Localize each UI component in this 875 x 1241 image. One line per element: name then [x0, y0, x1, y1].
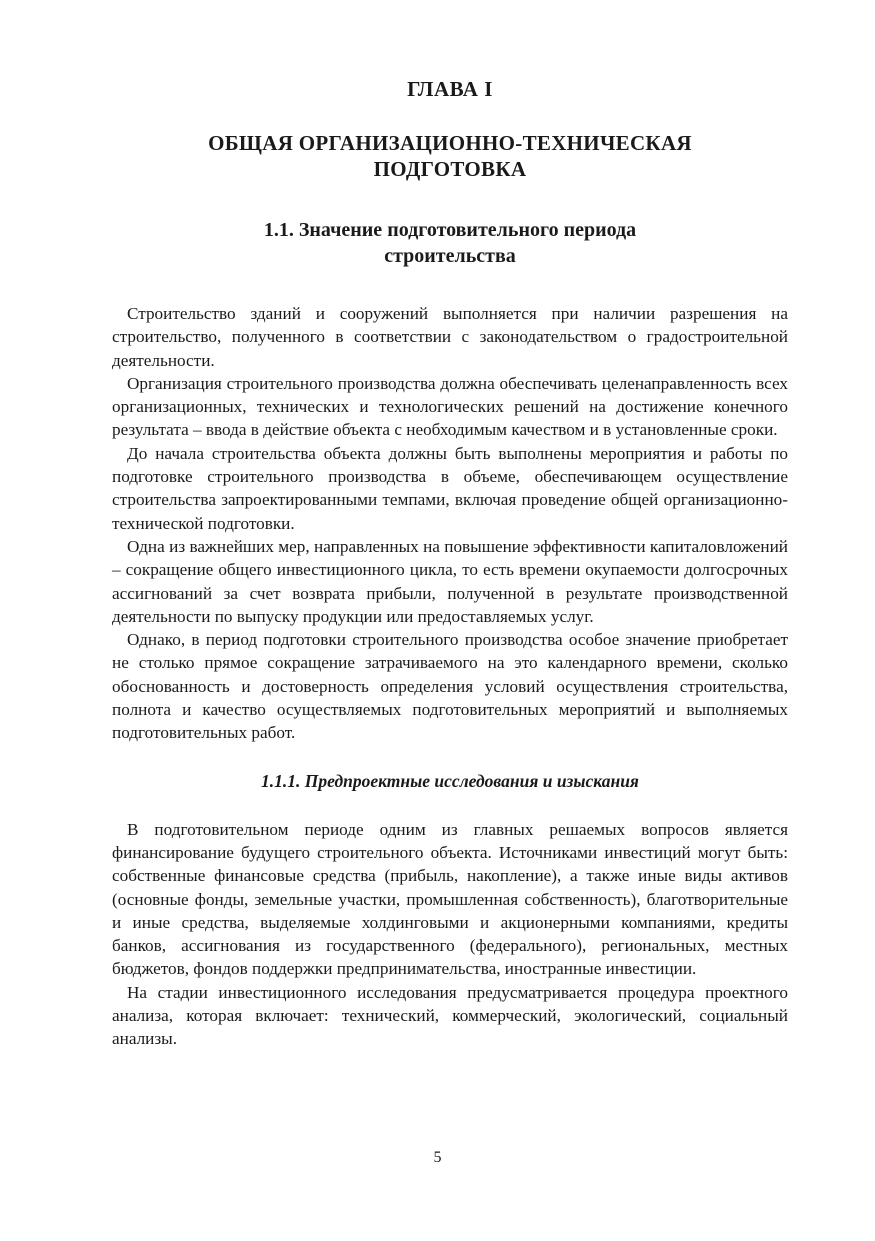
section-title-line-2: строительства [384, 245, 516, 267]
chapter-title-line-1: ОБЩАЯ ОРГАНИЗАЦИОННО-ТЕХНИЧЕСКАЯ [208, 131, 692, 155]
subsection-body [112, 818, 788, 1051]
paragraph: До начала строительства объекта должны быть выполнены мероприятия и работы по подготовке строительного производства в объеме, обеспечивающем осуществление строительства запроектированными темпами, включая проведение общей организационно-технической подготовки. [112, 443, 788, 533]
paragraph: Однако, в период подготовки строительного производства особое значение приобретает не столько прямое сокращение затрачиваемого на это календарного времени, сколько обоснованность и достоверность определения условий осуществления строительства, полнота и качество осуществляемых подготовительных мероприятий и выполняемых подготовительных работ. [112, 630, 788, 743]
chapter-title [112, 130, 788, 182]
paragraph: Строительство зданий и сооружений выполняется при наличии разрешения на строительство, полученного в соответствии с законодательством о градостроительной деятельности. [112, 304, 788, 370]
paragraph: Организация строительного производства должна обеспечивать целенаправленность всех организационных, технических и технологических решений на достижение конечного результата – ввода в действие объекта с необходимым качеством и в установленные сроки. [112, 373, 788, 440]
paragraph: На стадии инвестиционного исследования предусматривается процедура проектного анализа, которая включает: технический, коммерческий, экологический, социальный анализы. [112, 982, 788, 1049]
subsection-title: 1.1.1. Предпроектные исследования и изыскания [261, 770, 639, 791]
page-number: 5 [433, 1149, 442, 1166]
section-title [112, 217, 788, 269]
paragraph: Одна из важнейших мер, направленных на повышение эффективности капиталовложений – сокращение общего инвестиционного цикла, то есть времени окупаемости долгосрочных ассигнований за счет возврата прибыли, полученной в результате производственной деятельности по выпуску продукции или предоставляемых услуг. [112, 536, 788, 626]
chapter-title-line-2: ПОДГОТОВКА [373, 157, 527, 181]
chapter-label: ГЛАВА I [407, 77, 493, 101]
section-body [112, 302, 788, 745]
page-content [112, 76, 788, 1051]
section-title-line-1: 1.1. Значение подготовительного периода [263, 219, 637, 241]
paragraph: В подготовительном периоде одним из главных решаемых вопросов является финансирование будущего строительного объекта. Источниками инвестиций могут быть: собственные финансовые средства (прибыль, накопление), а также иные виды активов (основные фонды, земельные участки, промышленная собственность), благотворительные и иные средства, выделяемые холдинговыми и акционерными компаниями, кредиты банков, ассигнования из государственного (федерального), региональных, местных бюджетов, фондов поддержки предпринимательства, иностранные инвестиции. [112, 819, 788, 979]
